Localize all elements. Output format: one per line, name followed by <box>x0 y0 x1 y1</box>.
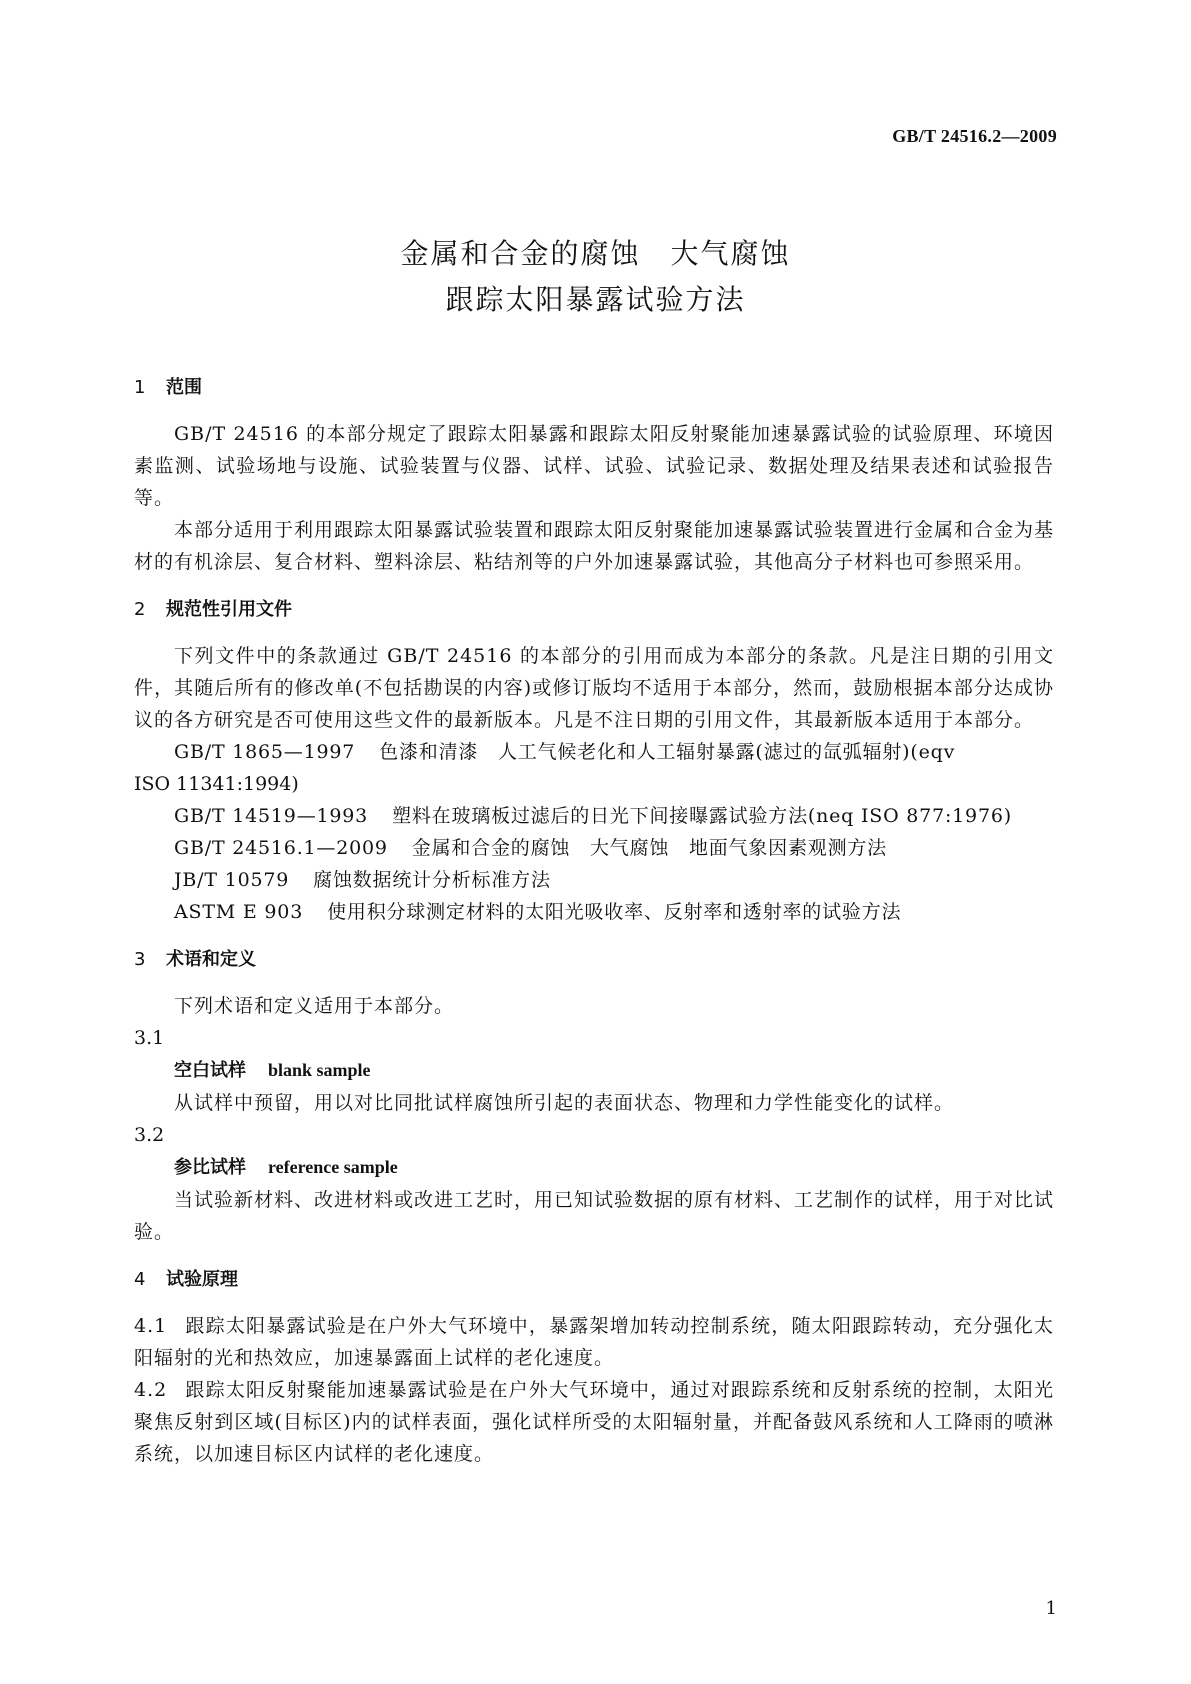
standard-code: GB/T 24516.2—2009 <box>892 126 1057 146</box>
reference-item <box>134 800 1054 832</box>
paragraph: 下列术语和定义适用于本部分。 <box>174 995 455 1017</box>
paragraph: GB/T 24516 的本部分规定了跟踪太阳暴露和跟踪太阳反射聚能加速暴露试验的试验原理、环境因素监测、试验场地与设施、试验装置与仪器、试样、试验、试验记录、数据处理及结果表述和试验报告等。 <box>134 423 1054 509</box>
reference-title: 色漆和清漆 人工气候老化和人工辐射暴露(滤过的氙弧辐射)(eqv <box>379 741 956 763</box>
section-title: 规范性引用文件 <box>166 599 292 620</box>
paragraph: 本部分适用于利用跟踪太阳暴露试验装置和跟踪太阳反射聚能加速暴露试验装置进行金属和合金为基材的有机涂层、复合材料、塑料涂层、粘结剂等的户外加速暴露试验，其他高分子材料也可参照采用。 <box>134 519 1055 573</box>
subclause-number: 4.1 <box>134 1315 168 1337</box>
reference-item <box>134 896 1054 928</box>
reference-title: 腐蚀数据统计分析标准方法 <box>313 869 551 891</box>
subclause-text: 跟踪太阳暴露试验是在户外大气环境中，暴露架增加转动控制系统，随太阳跟踪转动，充分强化太阳辐射的光和热效应，加速暴露面上试样的老化速度。 <box>134 1315 1054 1369</box>
reference-code: GB/T 1865—1997 <box>174 741 356 763</box>
reference-code: GB/T 14519—1993 <box>174 805 369 827</box>
term-name-en: reference sample <box>268 1157 398 1177</box>
section-number: 3 <box>134 949 146 970</box>
document-title-line-1: 金属和合金的腐蚀 大气腐蚀 <box>400 237 791 270</box>
document-body <box>134 372 1054 1470</box>
clause-number: 3.2 <box>134 1124 165 1146</box>
paragraph: 下列文件中的条款通过 GB/T 24516 的本部分的引用而成为本部分的条款。凡是注日期的引用文件，其随后所有的修改单(不包括勘误的内容)或修订版均不适用于本部分，然而，鼓励根据本部分达成协议的各方研究是否可使用这些文件的最新版本。凡是不注日期的引用文件，其最新版本适用于本部分。 <box>134 645 1054 731</box>
reference-title: 塑料在玻璃板过滤后的日光下间接曝露试验方法(neq ISO 877:1976) <box>392 805 1012 827</box>
section-heading-normative-references <box>134 594 1054 626</box>
page-number: 1 <box>1045 1598 1057 1619</box>
section-number: 1 <box>134 377 146 398</box>
section-heading-principle <box>134 1264 1054 1296</box>
subclause <box>134 1310 1054 1374</box>
term-name <box>134 1151 1054 1184</box>
reference-continuation: ISO 11341:1994) <box>134 773 299 795</box>
term-name <box>134 1054 1054 1087</box>
section-heading-terms <box>134 944 1054 976</box>
section-number: 4 <box>134 1269 146 1290</box>
term-name-zh: 空白试样 <box>174 1060 246 1081</box>
section-title: 术语和定义 <box>166 949 256 970</box>
term-definition: 从试样中预留，用以对比同批试样腐蚀所引起的表面状态、物理和力学性能变化的试样。 <box>174 1092 955 1114</box>
subclause <box>134 1374 1054 1470</box>
subclause-number: 4.2 <box>134 1379 168 1401</box>
reference-item <box>134 864 1054 896</box>
section-title: 试验原理 <box>166 1269 238 1290</box>
term-name-zh: 参比试样 <box>174 1157 246 1178</box>
term-name-en: blank sample <box>268 1060 371 1080</box>
reference-item <box>134 832 1054 864</box>
section-title: 范围 <box>166 377 202 398</box>
reference-code: GB/T 24516.1—2009 <box>174 837 388 859</box>
reference-item <box>134 736 1054 768</box>
reference-title: 金属和合金的腐蚀 大气腐蚀 地面气象因素观测方法 <box>411 837 887 859</box>
document-title-line-2: 跟踪太阳暴露试验方法 <box>445 283 746 316</box>
reference-title: 使用积分球测定材料的太阳光吸收率、反射率和透射率的试验方法 <box>327 901 902 923</box>
clause-number: 3.1 <box>134 1027 165 1049</box>
term-definition: 当试验新材料、改进材料或改进工艺时，用已知试验数据的原有材料、工艺制作的试样，用于对比试验。 <box>134 1189 1055 1243</box>
section-number: 2 <box>134 599 146 620</box>
reference-code: JB/T 10579 <box>174 869 290 891</box>
reference-code: ASTM E 903 <box>174 901 304 923</box>
subclause-text: 跟踪太阳反射聚能加速暴露试验是在户外大气环境中，通过对跟踪系统和反射系统的控制，太阳光聚焦反射到区域(目标区)内的试样表面，强化试样所受的太阳辐射量，并配备鼓风系统和人工降雨的喷淋系统，以加速目标区内试样的老化速度。 <box>134 1379 1054 1465</box>
section-heading-scope <box>134 372 1054 404</box>
